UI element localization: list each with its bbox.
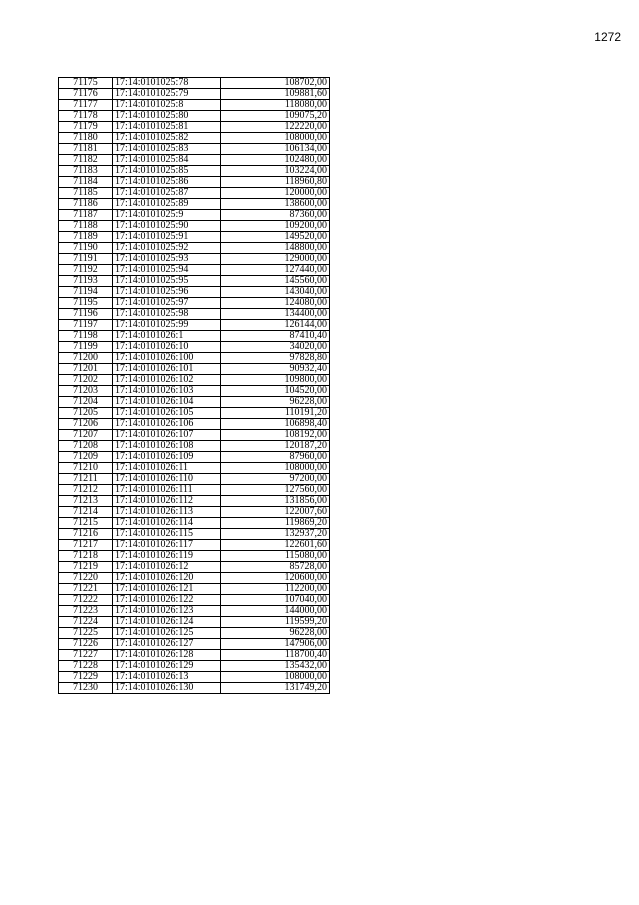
row-number-cell: 71187: [59, 210, 113, 221]
row-number-cell: 71201: [59, 364, 113, 375]
cadastral-number-cell: 17:14:0101026:12: [113, 562, 221, 573]
cadastral-value-cell: 118080,00: [221, 100, 330, 111]
table-row: [59, 199, 330, 210]
table-row: [59, 452, 330, 463]
table-row: [59, 353, 330, 364]
table-row: [59, 562, 330, 573]
cadastral-number-cell: 17:14:0101025:85: [113, 166, 221, 177]
table-row: [59, 463, 330, 474]
row-number-cell: 71190: [59, 243, 113, 254]
cadastral-value-cell: 110191,20: [221, 408, 330, 419]
row-number-cell: 71229: [59, 672, 113, 683]
table-row: [59, 221, 330, 232]
cadastral-number-cell: 17:14:0101025:91: [113, 232, 221, 243]
table-row: [59, 111, 330, 122]
table-row: [59, 265, 330, 276]
table-row: [59, 188, 330, 199]
row-number-cell: 71198: [59, 331, 113, 342]
cadastral-number-cell: 17:14:0101025:81: [113, 122, 221, 133]
cadastral-number-cell: 17:14:0101026:120: [113, 573, 221, 584]
cadastral-number-cell: 17:14:0101026:13: [113, 672, 221, 683]
cadastral-value-cell: 103224,00: [221, 166, 330, 177]
cadastral-value-cell: 122601,60: [221, 540, 330, 551]
cadastral-number-cell: 17:14:0101026:119: [113, 551, 221, 562]
row-number-cell: 71212: [59, 485, 113, 496]
cadastral-number-cell: 17:14:0101026:102: [113, 375, 221, 386]
table-row: [59, 485, 330, 496]
cadastral-number-cell: 17:14:0101026:104: [113, 397, 221, 408]
row-number-cell: 71175: [59, 78, 113, 89]
table-row: [59, 661, 330, 672]
table-row: [59, 397, 330, 408]
row-number-cell: 71189: [59, 232, 113, 243]
cadastral-number-cell: 17:14:0101026:101: [113, 364, 221, 375]
cadastral-value-cell: 134400,00: [221, 309, 330, 320]
cadastral-number-cell: 17:14:0101026:11: [113, 463, 221, 474]
table-row: [59, 408, 330, 419]
cadastral-value-cell: 87410,40: [221, 331, 330, 342]
cadastral-number-cell: 17:14:0101025:93: [113, 254, 221, 265]
table-row: [59, 672, 330, 683]
cadastral-value-cell: 108192,00: [221, 430, 330, 441]
row-number-cell: 71176: [59, 89, 113, 100]
page-number: 1272: [594, 30, 621, 44]
cadastral-number-cell: 17:14:0101026:113: [113, 507, 221, 518]
row-number-cell: 71218: [59, 551, 113, 562]
row-number-cell: 71199: [59, 342, 113, 353]
row-number-cell: 71203: [59, 386, 113, 397]
cadastral-value-cell: 119869,20: [221, 518, 330, 529]
cadastral-value-cell: 132937,20: [221, 529, 330, 540]
cadastral-value-cell: 97200,00: [221, 474, 330, 485]
row-number-cell: 71191: [59, 254, 113, 265]
cadastral-number-cell: 17:14:0101025:98: [113, 309, 221, 320]
cadastral-number-cell: 17:14:0101025:84: [113, 155, 221, 166]
cadastral-value-cell: 109800,00: [221, 375, 330, 386]
row-number-cell: 71196: [59, 309, 113, 320]
row-number-cell: 71195: [59, 298, 113, 309]
cadastral-value-cell: 120600,00: [221, 573, 330, 584]
table-row: [59, 232, 330, 243]
cadastral-value-cell: 104520,00: [221, 386, 330, 397]
cadastral-value-cell: 109200,00: [221, 221, 330, 232]
row-number-cell: 71215: [59, 518, 113, 529]
table-row: [59, 342, 330, 353]
cadastral-number-cell: 17:14:0101025:97: [113, 298, 221, 309]
cadastral-value-cell: 106898,40: [221, 419, 330, 430]
cadastral-value-cell: 129000,00: [221, 254, 330, 265]
row-number-cell: 71223: [59, 606, 113, 617]
row-number-cell: 71226: [59, 639, 113, 650]
cadastral-number-cell: 17:14:0101026:10: [113, 342, 221, 353]
cadastral-value-cell: 131856,00: [221, 496, 330, 507]
cadastral-value-cell: 34020,00: [221, 342, 330, 353]
cadastral-number-cell: 17:14:0101025:8: [113, 100, 221, 111]
row-number-cell: 71184: [59, 177, 113, 188]
row-number-cell: 71210: [59, 463, 113, 474]
row-number-cell: 71178: [59, 111, 113, 122]
cadastral-number-cell: 17:14:0101025:83: [113, 144, 221, 155]
table-row: [59, 287, 330, 298]
row-number-cell: 71179: [59, 122, 113, 133]
cadastral-value-cell: 96228,00: [221, 628, 330, 639]
table-row: [59, 133, 330, 144]
cadastral-number-cell: 17:14:0101025:90: [113, 221, 221, 232]
cadastral-value-cell: 108000,00: [221, 133, 330, 144]
table-row: [59, 441, 330, 452]
row-number-cell: 71227: [59, 650, 113, 661]
table-row: [59, 320, 330, 331]
row-number-cell: 71213: [59, 496, 113, 507]
row-number-cell: 71206: [59, 419, 113, 430]
cadastral-number-cell: 17:14:0101025:82: [113, 133, 221, 144]
table-row: [59, 254, 330, 265]
table-row: [59, 518, 330, 529]
row-number-cell: 71221: [59, 584, 113, 595]
table-row: [59, 496, 330, 507]
cadastral-number-cell: 17:14:0101026:127: [113, 639, 221, 650]
cadastral-number-cell: 17:14:0101025:80: [113, 111, 221, 122]
table-row: [59, 683, 330, 694]
cadastral-value-cell: 90932,40: [221, 364, 330, 375]
table-row: [59, 89, 330, 100]
cadastral-number-cell: 17:14:0101025:79: [113, 89, 221, 100]
cadastral-value-cell: 106134,00: [221, 144, 330, 155]
row-number-cell: 71181: [59, 144, 113, 155]
table-row: [59, 210, 330, 221]
table-row: [59, 639, 330, 650]
cadastral-value-table: [58, 77, 330, 694]
row-number-cell: 71228: [59, 661, 113, 672]
cadastral-value-cell: 118700,40: [221, 650, 330, 661]
table-row: [59, 650, 330, 661]
table-body: [59, 78, 330, 694]
cadastral-value-cell: 143040,00: [221, 287, 330, 298]
cadastral-value-cell: 138600,00: [221, 199, 330, 210]
cadastral-number-cell: 17:14:0101026:106: [113, 419, 221, 430]
table-row: [59, 617, 330, 628]
cadastral-number-cell: 17:14:0101026:105: [113, 408, 221, 419]
cadastral-number-cell: 17:14:0101026:110: [113, 474, 221, 485]
cadastral-number-cell: 17:14:0101025:92: [113, 243, 221, 254]
cadastral-number-cell: 17:14:0101025:78: [113, 78, 221, 89]
cadastral-number-cell: 17:14:0101026:125: [113, 628, 221, 639]
table-row: [59, 584, 330, 595]
row-number-cell: 71222: [59, 595, 113, 606]
cadastral-value-cell: 131749,20: [221, 683, 330, 694]
row-number-cell: 71200: [59, 353, 113, 364]
row-number-cell: 71220: [59, 573, 113, 584]
cadastral-value-cell: 124080,00: [221, 298, 330, 309]
cadastral-number-cell: 17:14:0101026:100: [113, 353, 221, 364]
row-number-cell: 71188: [59, 221, 113, 232]
row-number-cell: 71216: [59, 529, 113, 540]
cadastral-value-cell: 87360,00: [221, 210, 330, 221]
row-number-cell: 71225: [59, 628, 113, 639]
cadastral-number-cell: 17:14:0101026:124: [113, 617, 221, 628]
table-row: [59, 595, 330, 606]
cadastral-value-cell: 120000,00: [221, 188, 330, 199]
table-row: [59, 331, 330, 342]
cadastral-number-cell: 17:14:0101025:86: [113, 177, 221, 188]
row-number-cell: 71177: [59, 100, 113, 111]
cadastral-value-cell: 118960,80: [221, 177, 330, 188]
cadastral-number-cell: 17:14:0101025:96: [113, 287, 221, 298]
row-number-cell: 71185: [59, 188, 113, 199]
row-number-cell: 71192: [59, 265, 113, 276]
cadastral-number-cell: 17:14:0101025:95: [113, 276, 221, 287]
cadastral-number-cell: 17:14:0101026:1: [113, 331, 221, 342]
cadastral-value-cell: 96228,00: [221, 397, 330, 408]
cadastral-value-cell: 147906,00: [221, 639, 330, 650]
cadastral-value-cell: 109075,20: [221, 111, 330, 122]
row-number-cell: 71208: [59, 441, 113, 452]
cadastral-value-cell: 85728,00: [221, 562, 330, 573]
cadastral-number-cell: 17:14:0101026:112: [113, 496, 221, 507]
cadastral-value-cell: 108000,00: [221, 672, 330, 683]
cadastral-number-cell: 17:14:0101026:123: [113, 606, 221, 617]
table-row: [59, 155, 330, 166]
table-row: [59, 166, 330, 177]
table-row: [59, 177, 330, 188]
cadastral-number-cell: 17:14:0101025:94: [113, 265, 221, 276]
row-number-cell: 71224: [59, 617, 113, 628]
cadastral-number-cell: 17:14:0101026:115: [113, 529, 221, 540]
cadastral-number-cell: 17:14:0101026:109: [113, 452, 221, 463]
row-number-cell: 71180: [59, 133, 113, 144]
table-row: [59, 298, 330, 309]
table-row: [59, 364, 330, 375]
cadastral-number-cell: 17:14:0101026:128: [113, 650, 221, 661]
row-number-cell: 71186: [59, 199, 113, 210]
cadastral-number-cell: 17:14:0101026:108: [113, 441, 221, 452]
cadastral-number-cell: 17:14:0101026:122: [113, 595, 221, 606]
table-row: [59, 419, 330, 430]
cadastral-value-cell: 135432,00: [221, 661, 330, 672]
row-number-cell: 71183: [59, 166, 113, 177]
cadastral-value-cell: 108000,00: [221, 463, 330, 474]
cadastral-number-cell: 17:14:0101025:87: [113, 188, 221, 199]
cadastral-value-cell: 87960,00: [221, 452, 330, 463]
table-row: [59, 606, 330, 617]
cadastral-number-cell: 17:14:0101026:111: [113, 485, 221, 496]
cadastral-value-cell: 122220,00: [221, 122, 330, 133]
cadastral-value-cell: 145560,00: [221, 276, 330, 287]
cadastral-number-cell: 17:14:0101026:114: [113, 518, 221, 529]
cadastral-value-cell: 112200,00: [221, 584, 330, 595]
row-number-cell: 71204: [59, 397, 113, 408]
table-row: [59, 529, 330, 540]
table-row: [59, 573, 330, 584]
cadastral-number-cell: 17:14:0101026:103: [113, 386, 221, 397]
cadastral-value-cell: 122007,60: [221, 507, 330, 518]
cadastral-value-cell: 148800,00: [221, 243, 330, 254]
cadastral-value-cell: 120187,20: [221, 441, 330, 452]
row-number-cell: 71230: [59, 683, 113, 694]
row-number-cell: 71197: [59, 320, 113, 331]
cadastral-number-cell: 17:14:0101025:89: [113, 199, 221, 210]
row-number-cell: 71202: [59, 375, 113, 386]
row-number-cell: 71214: [59, 507, 113, 518]
row-number-cell: 71194: [59, 287, 113, 298]
cadastral-value-cell: 127440,00: [221, 265, 330, 276]
table-row: [59, 100, 330, 111]
cadastral-number-cell: 17:14:0101026:129: [113, 661, 221, 672]
row-number-cell: 71209: [59, 452, 113, 463]
cadastral-value-cell: 107040,00: [221, 595, 330, 606]
cadastral-number-cell: 17:14:0101026:107: [113, 430, 221, 441]
table-row: [59, 276, 330, 287]
table-row: [59, 628, 330, 639]
table-row: [59, 375, 330, 386]
cadastral-value-cell: 119599,20: [221, 617, 330, 628]
table-row: [59, 144, 330, 155]
cadastral-value-cell: 97828,80: [221, 353, 330, 364]
table-row: [59, 540, 330, 551]
row-number-cell: 71193: [59, 276, 113, 287]
table-row: [59, 309, 330, 320]
cadastral-value-cell: 108702,00: [221, 78, 330, 89]
table-row: [59, 122, 330, 133]
cadastral-value-cell: 109881,60: [221, 89, 330, 100]
cadastral-value-cell: 149520,00: [221, 232, 330, 243]
cadastral-value-cell: 102480,00: [221, 155, 330, 166]
cadastral-number-cell: 17:14:0101026:130: [113, 683, 221, 694]
row-number-cell: 71219: [59, 562, 113, 573]
row-number-cell: 71217: [59, 540, 113, 551]
cadastral-value-cell: 126144,00: [221, 320, 330, 331]
cadastral-number-cell: 17:14:0101025:99: [113, 320, 221, 331]
cadastral-number-cell: 17:14:0101026:121: [113, 584, 221, 595]
row-number-cell: 71207: [59, 430, 113, 441]
cadastral-value-cell: 127560,00: [221, 485, 330, 496]
table-row: [59, 474, 330, 485]
cadastral-value-cell: 144000,00: [221, 606, 330, 617]
row-number-cell: 71211: [59, 474, 113, 485]
cadastral-number-cell: 17:14:0101026:117: [113, 540, 221, 551]
table-row: [59, 78, 330, 89]
row-number-cell: 71205: [59, 408, 113, 419]
row-number-cell: 71182: [59, 155, 113, 166]
table-row: [59, 551, 330, 562]
cadastral-number-cell: 17:14:0101025:9: [113, 210, 221, 221]
table-row: [59, 243, 330, 254]
table-row: [59, 386, 330, 397]
table-row: [59, 507, 330, 518]
cadastral-value-cell: 115080,00: [221, 551, 330, 562]
table-row: [59, 430, 330, 441]
